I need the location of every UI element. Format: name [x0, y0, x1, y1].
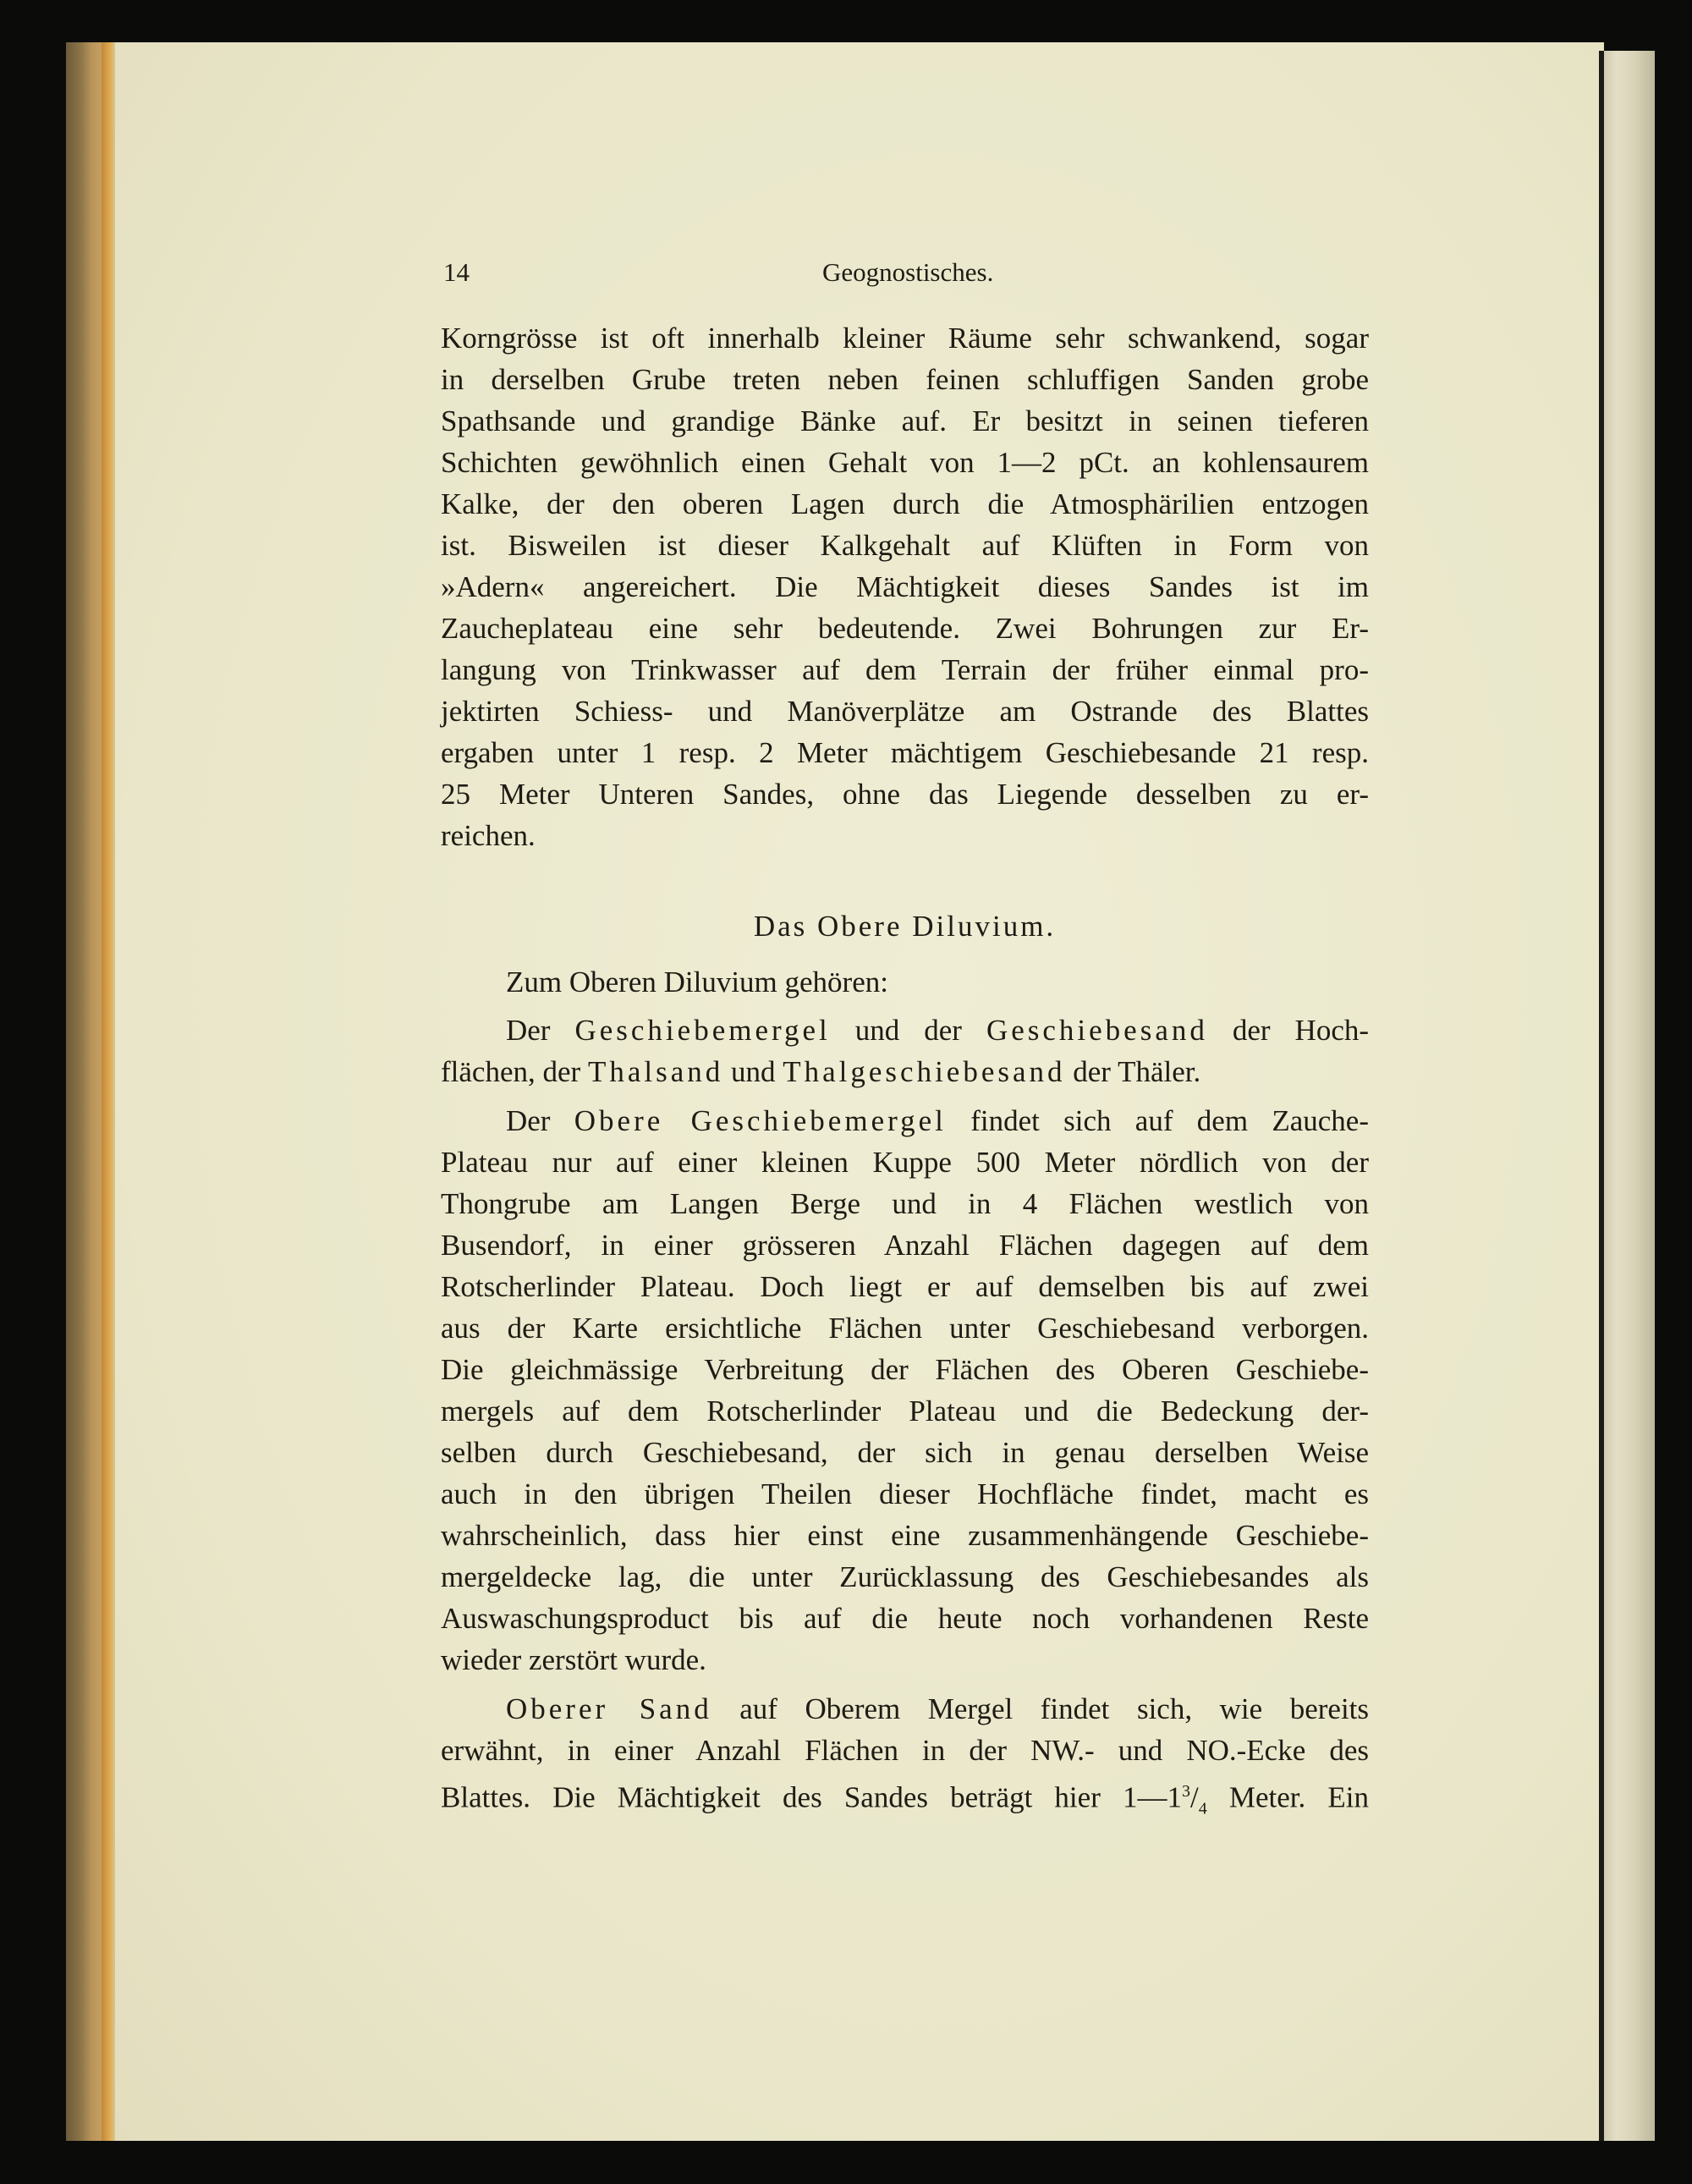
text-line: Thongrube am Langen Berge und in 4 Flächen westlich von — [441, 1187, 1369, 1220]
text-run: und der — [830, 1014, 986, 1047]
page-header — [443, 257, 1374, 294]
text-line: Busendorf, in einer grösseren Anzahl Flächen dagegen auf dem — [441, 1229, 1369, 1262]
text-line: selben durch Geschiebesand, der sich in genau derselben Weise — [441, 1436, 1369, 1469]
section-heading: Das Obere Diluvium. — [753, 910, 1057, 943]
text-line: 25 Meter Unteren Sandes, ohne das Liegende desselben zu er- — [441, 778, 1369, 811]
text-run: flächen, der — [441, 1055, 588, 1088]
text-run: Der — [506, 1104, 574, 1137]
text-line: Rotscherlinder Plateau. Doch liegt er auf demselben bis auf zwei — [441, 1270, 1369, 1303]
text-run: Meter. Ein — [1206, 1780, 1369, 1814]
next-page-edge — [1604, 51, 1655, 2141]
spaced-term: Obere Geschiebemergel — [574, 1104, 947, 1137]
text-line: ist. Bisweilen ist dieser Kalkgehalt auf Klüften in Form von — [441, 529, 1369, 562]
fraction-slash: / — [1189, 1780, 1199, 1814]
text-line: mergels auf dem Rotscherlinder Plateau und die Bedeckung der- — [441, 1395, 1369, 1428]
text-line: Kalke, der den oberen Lagen durch die Atmosphärilien entzogen — [441, 487, 1369, 520]
spaced-term: Geschiebemergel — [574, 1014, 831, 1047]
fraction-numerator: 3 — [1181, 1782, 1190, 1801]
text-run: auf Oberem Mergel findet sich, wie bereits — [711, 1692, 1370, 1725]
text-run: findet sich auf dem Zauche- — [946, 1104, 1370, 1137]
text-line: Zaucheplateau eine sehr bedeutende. Zwei Bohrungen zur Er- — [441, 612, 1369, 645]
text-line: Auswaschungsproduct bis auf die heute noch vorhandenen Reste — [441, 1602, 1369, 1635]
spaced-term: Thalsand — [587, 1055, 724, 1088]
text-line: Schichten gewöhnlich einen Gehalt von 1—2 pCt. an kohlensaurem — [441, 446, 1369, 479]
text-line: Spathsande und grandige Bänke auf. Er besitzt in seinen tieferen — [441, 404, 1369, 437]
text-line: »Adern« angereichert. Die Mächtigkeit dieses Sandes ist im — [441, 570, 1369, 603]
members-intro — [441, 961, 1369, 1003]
text-line: Die gleichmässige Verbreitung der Flächen des Oberen Geschiebe- — [441, 1353, 1369, 1386]
page-gutter — [102, 42, 115, 2141]
fraction-denominator: 4 — [1198, 1799, 1207, 1818]
text-line: in derselben Grube treten neben feinen schluffigen Sanden grobe — [441, 363, 1369, 396]
text-run: und — [723, 1055, 783, 1088]
text-line: mergeldecke lag, die unter Zurücklassung des Geschiebesandes als — [441, 1560, 1369, 1593]
text-run: Blattes. Die Mächtigkeit des Sandes beträgt hier 1—1 — [441, 1780, 1182, 1814]
spaced-term: Thalgeschiebesand — [783, 1055, 1066, 1088]
text-line: jektirten Schiess- und Manöverplätze am Ostrande des Blattes — [441, 695, 1369, 728]
text-line — [441, 1051, 1369, 1092]
text-run: der Thäler. — [1065, 1055, 1201, 1088]
text-line — [441, 1009, 1369, 1051]
text-line: reichen. — [441, 819, 536, 852]
spaced-term: Geschiebesand — [986, 1014, 1208, 1047]
text-line: wahrscheinlich, dass hier einst eine zusammenhängende Geschiebe- — [441, 1519, 1369, 1552]
paragraph-4 — [441, 1688, 1370, 1818]
text-line: Korngrösse ist oft innerhalb kleiner Räume sehr schwankend, sogar — [441, 322, 1369, 355]
text-run: Der — [506, 1014, 575, 1047]
spaced-term: Oberer Sand — [506, 1692, 712, 1725]
text-line — [441, 1100, 1369, 1142]
paragraph-2 — [441, 1009, 1369, 1092]
text-line — [441, 1688, 1369, 1730]
text-line — [441, 1771, 1369, 1818]
page-number: 14 — [443, 257, 470, 287]
text-line: Plateau nur auf einer kleinen Kuppe 500 Meter nördlich von der — [441, 1146, 1369, 1179]
text-line: langung von Trinkwasser auf dem Terrain der früher einmal pro- — [441, 653, 1369, 686]
paragraph-1 — [441, 317, 1369, 856]
intro-line: Zum Oberen Diluvium gehören: — [506, 965, 888, 998]
text-line: ergaben unter 1 resp. 2 Meter mächtigem Geschiebesande 21 resp. — [441, 736, 1369, 769]
text-line: auch in den übrigen Theilen dieser Hochfläche findet, macht es — [441, 1477, 1369, 1510]
text-line: aus der Karte ersichtliche Flächen unter Geschiebesand verborgen. — [441, 1312, 1369, 1345]
text-line: wieder zerstört wurde. — [441, 1643, 706, 1676]
text-run: der Hoch- — [1207, 1014, 1370, 1047]
paragraph-3 — [441, 1100, 1369, 1681]
running-title: Geognostisches. — [822, 257, 994, 287]
text-line: erwähnt, in einer Anzahl Flächen in der NW.- und NO.-Ecke des — [441, 1734, 1369, 1767]
